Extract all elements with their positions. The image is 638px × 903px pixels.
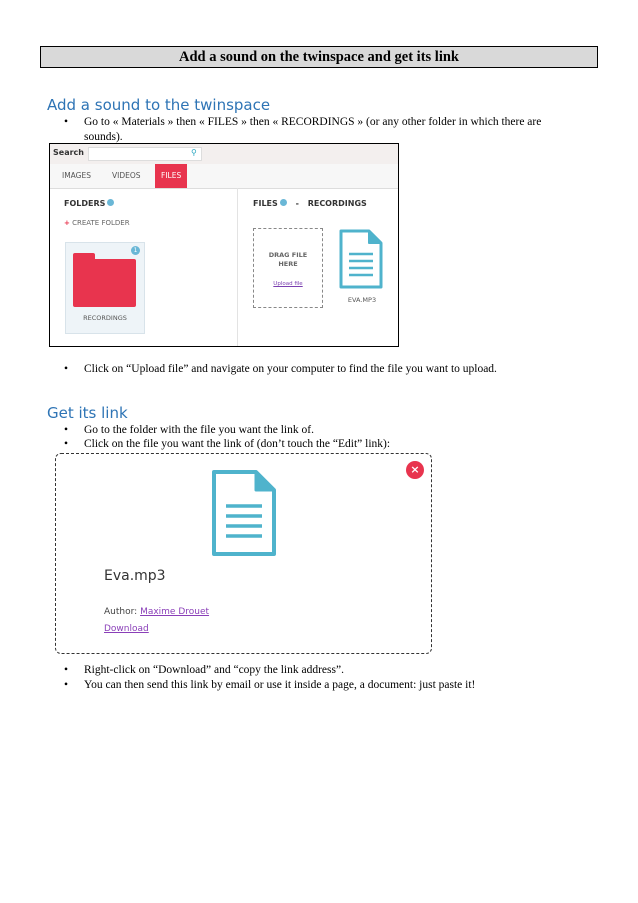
bullet-icon: • [64, 116, 69, 128]
files-path: RECORDINGS [307, 199, 367, 208]
files-separator: - [295, 199, 299, 208]
drag-drop-zone[interactable] [253, 228, 323, 308]
create-folder-label: CREATE FOLDER [72, 219, 130, 227]
media-tabs [50, 164, 398, 189]
document-icon[interactable] [338, 228, 384, 290]
search-icon[interactable]: ⚲ [191, 148, 197, 157]
bullet-icon: • [64, 438, 69, 450]
folder-count-badge: 1 [131, 246, 140, 255]
file-name: Eva.mp3 [104, 568, 166, 584]
file-label: EVA.MP3 [347, 296, 377, 304]
download-link[interactable]: Download [104, 624, 149, 634]
folders-heading-text: FOLDERS [64, 199, 106, 208]
upload-file-link[interactable]: Upload file [273, 281, 303, 287]
panel-divider [237, 188, 238, 347]
file-author [104, 607, 209, 617]
info-icon [280, 199, 287, 206]
create-folder-button[interactable] [64, 219, 130, 227]
folders-heading [64, 199, 114, 208]
bullet-icon: • [64, 679, 69, 691]
drop-line-2: HERE [278, 260, 298, 268]
folder-icon [73, 259, 136, 307]
tab-videos[interactable]: VIDEOS [112, 171, 141, 180]
drop-text [254, 251, 322, 269]
bullet-icon: • [64, 424, 69, 436]
list-item-text: Go to the folder with the file you want the link of. [84, 424, 314, 436]
files-heading [253, 199, 367, 208]
author-label: Author: [104, 607, 138, 617]
document-icon [210, 468, 278, 558]
section-heading-add-sound: Add a sound to the twinspace [47, 96, 271, 114]
close-icon[interactable]: × [406, 461, 424, 479]
plus-icon: + [64, 219, 70, 227]
bullet-icon: • [64, 363, 69, 375]
folder-recordings[interactable] [65, 242, 145, 334]
author-link[interactable]: Maxime Drouet [140, 607, 210, 617]
search-bar [50, 144, 398, 164]
search-input[interactable] [88, 147, 202, 161]
list-item-text: Click on “Upload file” and navigate on your computer to find the file you want to upload. [84, 363, 497, 375]
drop-line-1: DRAG FILE [268, 251, 308, 259]
bullet-icon: • [64, 664, 69, 676]
page-title: Add a sound on the twinspace and get its link [40, 46, 598, 68]
tab-images[interactable]: IMAGES [62, 171, 91, 180]
file-detail-screenshot [55, 453, 432, 654]
info-icon [107, 199, 114, 206]
materials-screenshot [49, 143, 399, 347]
folder-label: RECORDINGS [83, 314, 127, 322]
list-item-text: You can then send this link by email or use it inside a page, a document: just paste it! [84, 679, 476, 691]
files-heading-text: FILES [253, 199, 278, 208]
search-label: Search [53, 148, 84, 157]
list-item-text: Click on the file you want the link of (don’t touch the “Edit” link): [84, 438, 391, 450]
tab-files[interactable]: FILES [155, 164, 187, 188]
list-item-text: Right-click on “Download” and “copy the link address”. [84, 664, 344, 676]
list-item-text: Go to « Materials » then « FILES » then « RECORDINGS » (or any other folder in which there are sounds). [84, 116, 542, 143]
section-heading-get-link: Get its link [47, 404, 128, 422]
